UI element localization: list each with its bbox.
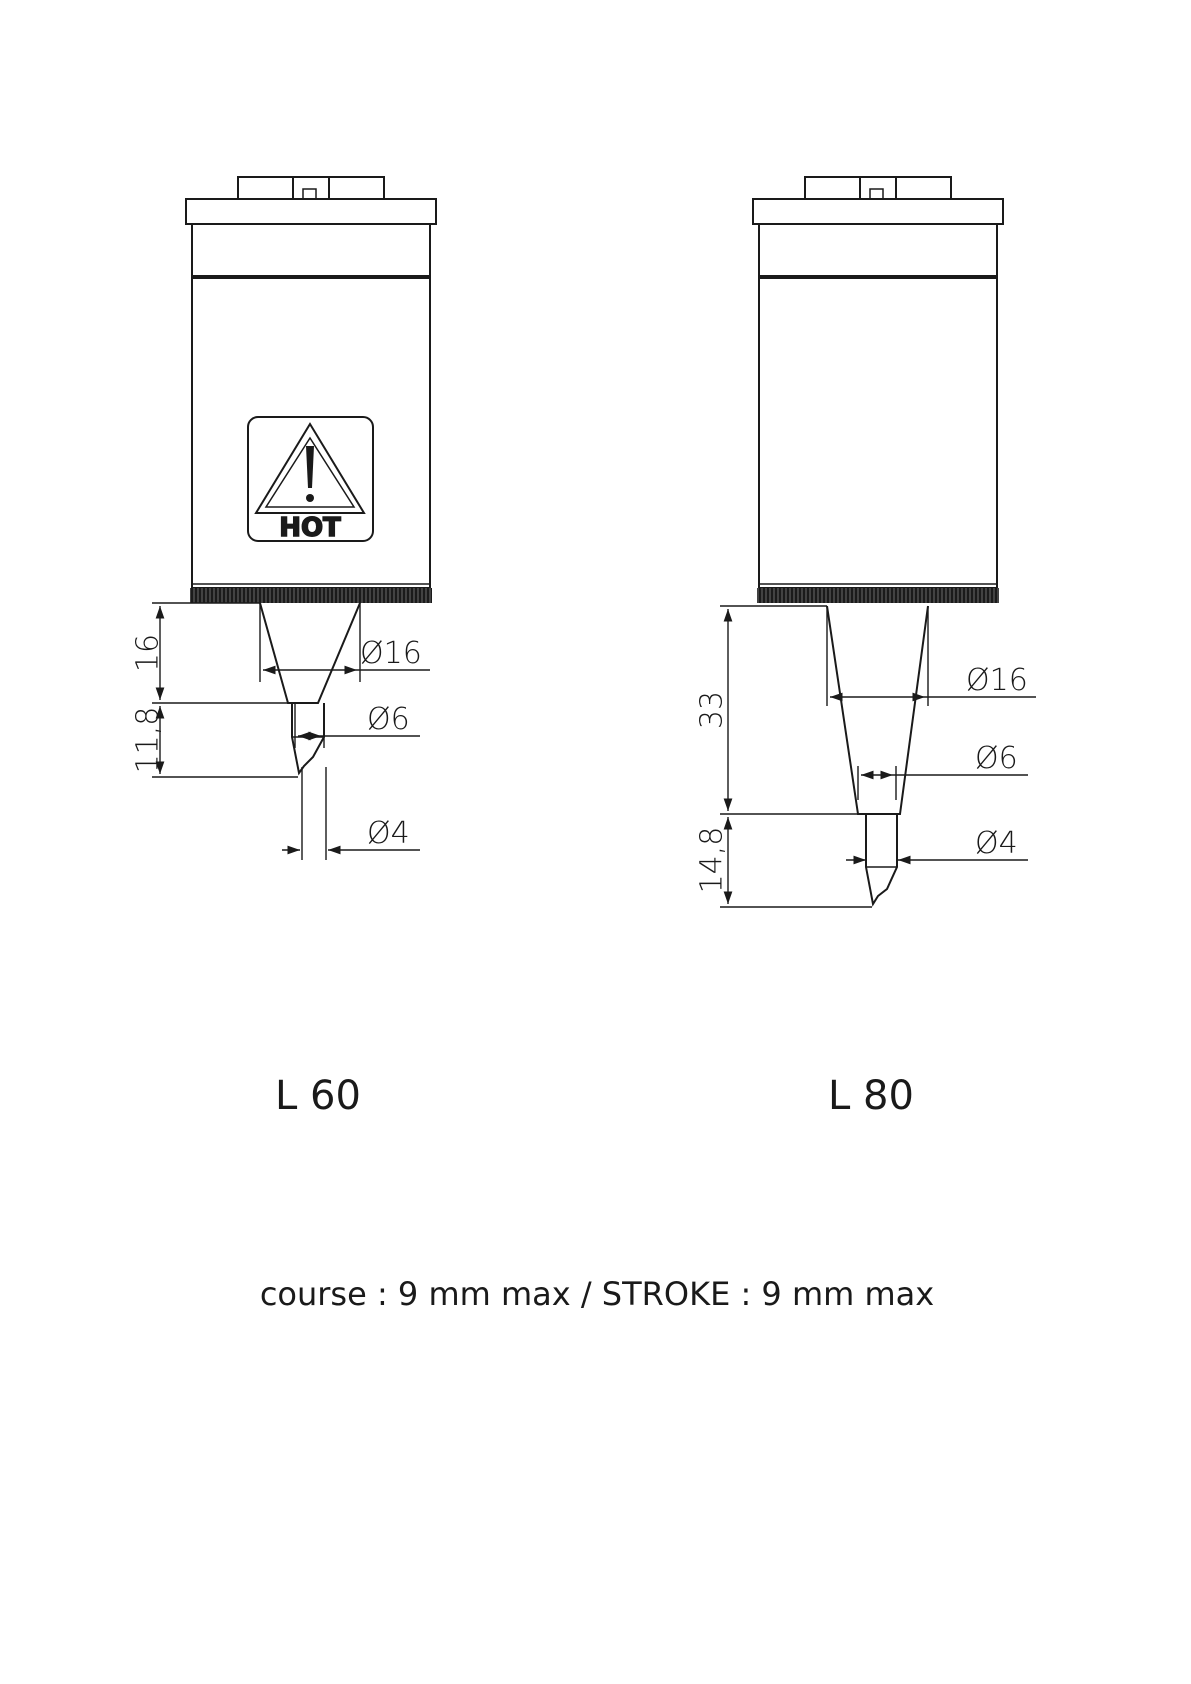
stroke-note: course : 9 mm max / STROKE : 9 mm max bbox=[259, 1275, 935, 1313]
l60-neck-diameter-label: Ø6 bbox=[367, 702, 410, 737]
l60-tip-height-label: 11,8 bbox=[130, 706, 166, 774]
l60-cone-diameter-label: Ø16 bbox=[360, 636, 422, 671]
l60-cone-diameter-dimension bbox=[260, 603, 430, 682]
l60-neck-diameter-dimension bbox=[295, 702, 420, 748]
hot-label-text: HOT bbox=[279, 513, 341, 543]
nozzle-l80-body bbox=[753, 177, 1003, 904]
nozzle-l60 bbox=[131, 177, 437, 1119]
warning-triangle-icon bbox=[256, 424, 364, 513]
l80-neck-diameter-dimension bbox=[858, 741, 1028, 800]
l60-tip-height-dimension bbox=[131, 706, 299, 777]
l60-tip-diameter-dimension bbox=[282, 767, 420, 860]
l80-tip-height-label: 14,8 bbox=[694, 826, 730, 894]
l80-cone-height-label: 33 bbox=[694, 690, 730, 730]
nozzle-l80 bbox=[695, 177, 1037, 1119]
l80-cone-diameter-label: Ø16 bbox=[966, 663, 1028, 698]
hot-warning-label bbox=[248, 417, 373, 543]
l80-neck-diameter-label: Ø6 bbox=[975, 741, 1018, 776]
l80-cone-diameter-dimension bbox=[827, 606, 1036, 706]
l80-tip-diameter-dimension bbox=[846, 826, 1028, 861]
l80-tip-diameter-label: Ø4 bbox=[975, 826, 1018, 861]
l60-tip-diameter-label: Ø4 bbox=[367, 816, 410, 851]
l60-cone-height-label: 16 bbox=[130, 633, 166, 673]
l80-tip-height-dimension bbox=[695, 817, 873, 907]
l60-cone-height-dimension bbox=[131, 603, 291, 703]
l80-model-label: L 80 bbox=[828, 1073, 914, 1119]
l80-cone-height-dimension bbox=[695, 606, 861, 814]
l60-model-label: L 60 bbox=[275, 1073, 361, 1119]
